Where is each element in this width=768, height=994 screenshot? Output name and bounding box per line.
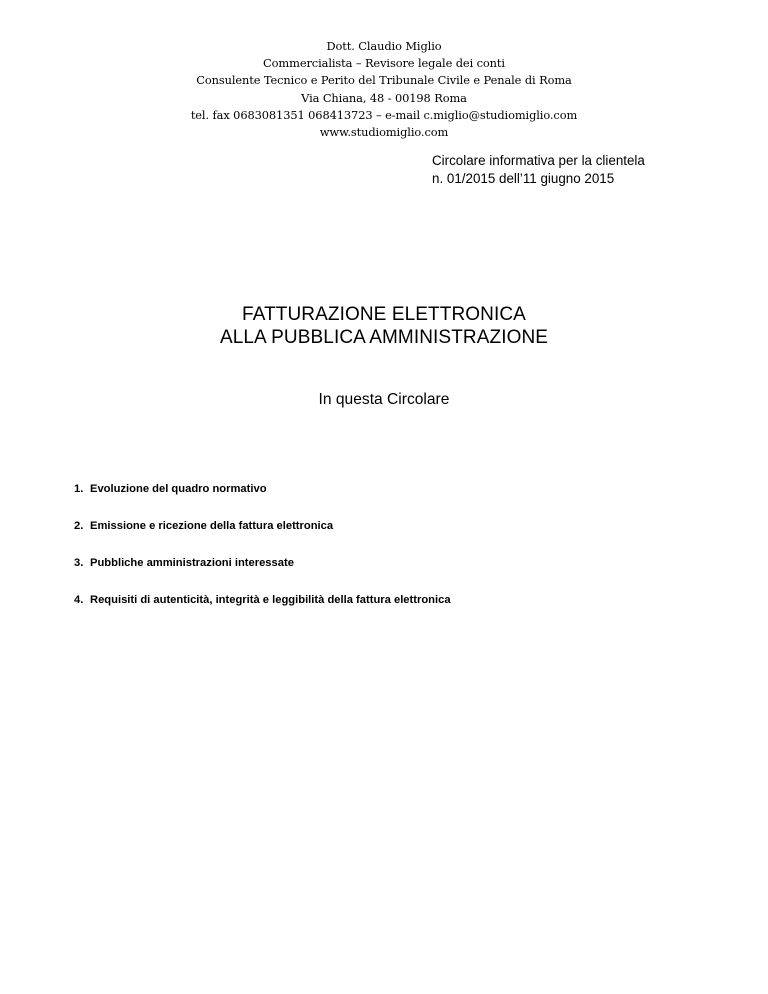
- letterhead-address: Via Chiana, 48 - 00198 Roma: [301, 90, 467, 105]
- toc-item-text: Requisiti di autenticità, integrità e leggibilità della fattura elettronica: [90, 594, 451, 606]
- table-of-contents: [74, 482, 451, 630]
- document-title: [0, 303, 768, 349]
- circolare-number-date: n. 01/2015 dell’11 giugno 2015: [432, 170, 615, 186]
- letterhead-website: www.studiomiglio.com: [319, 125, 449, 140]
- letterhead-consultant: Consulente Tecnico e Perito del Tribunale Civile e Penale di Roma: [196, 73, 572, 88]
- toc-item-number: 1.: [74, 483, 84, 495]
- letterhead-contacts: tel. fax 0683081351 068413723 – e-mail c.miglio@studiomiglio.com: [190, 107, 578, 122]
- letterhead-name: Dott. Claudio Miglio: [326, 39, 442, 53]
- section-heading: In questa Circolare: [318, 391, 450, 408]
- document-title-line-1: FATTURAZIONE ELETTRONICA: [242, 304, 526, 325]
- document-title-line-2: ALLA PUBBLICA AMMINISTRAZIONE: [219, 327, 549, 348]
- toc-item-text: Pubbliche amministrazioni interessate: [90, 557, 294, 569]
- toc-item: [74, 593, 451, 630]
- toc-item-number: 2.: [74, 520, 84, 532]
- toc-item-number: 3.: [74, 557, 84, 569]
- toc-item-text: Emissione e ricezione della fattura elettronica: [90, 520, 334, 532]
- toc-item: [74, 482, 451, 519]
- letterhead: [0, 38, 768, 141]
- toc-item: [74, 519, 451, 556]
- toc-item: [74, 556, 451, 593]
- circolare-info: [432, 152, 645, 187]
- letterhead-role: Commercialista – Revisore legale dei conti: [263, 56, 505, 71]
- toc-item-text: Evoluzione del quadro normativo: [90, 483, 267, 495]
- circolare-type: Circolare informativa per la clientela: [432, 153, 645, 168]
- toc-item-number: 4.: [74, 594, 84, 606]
